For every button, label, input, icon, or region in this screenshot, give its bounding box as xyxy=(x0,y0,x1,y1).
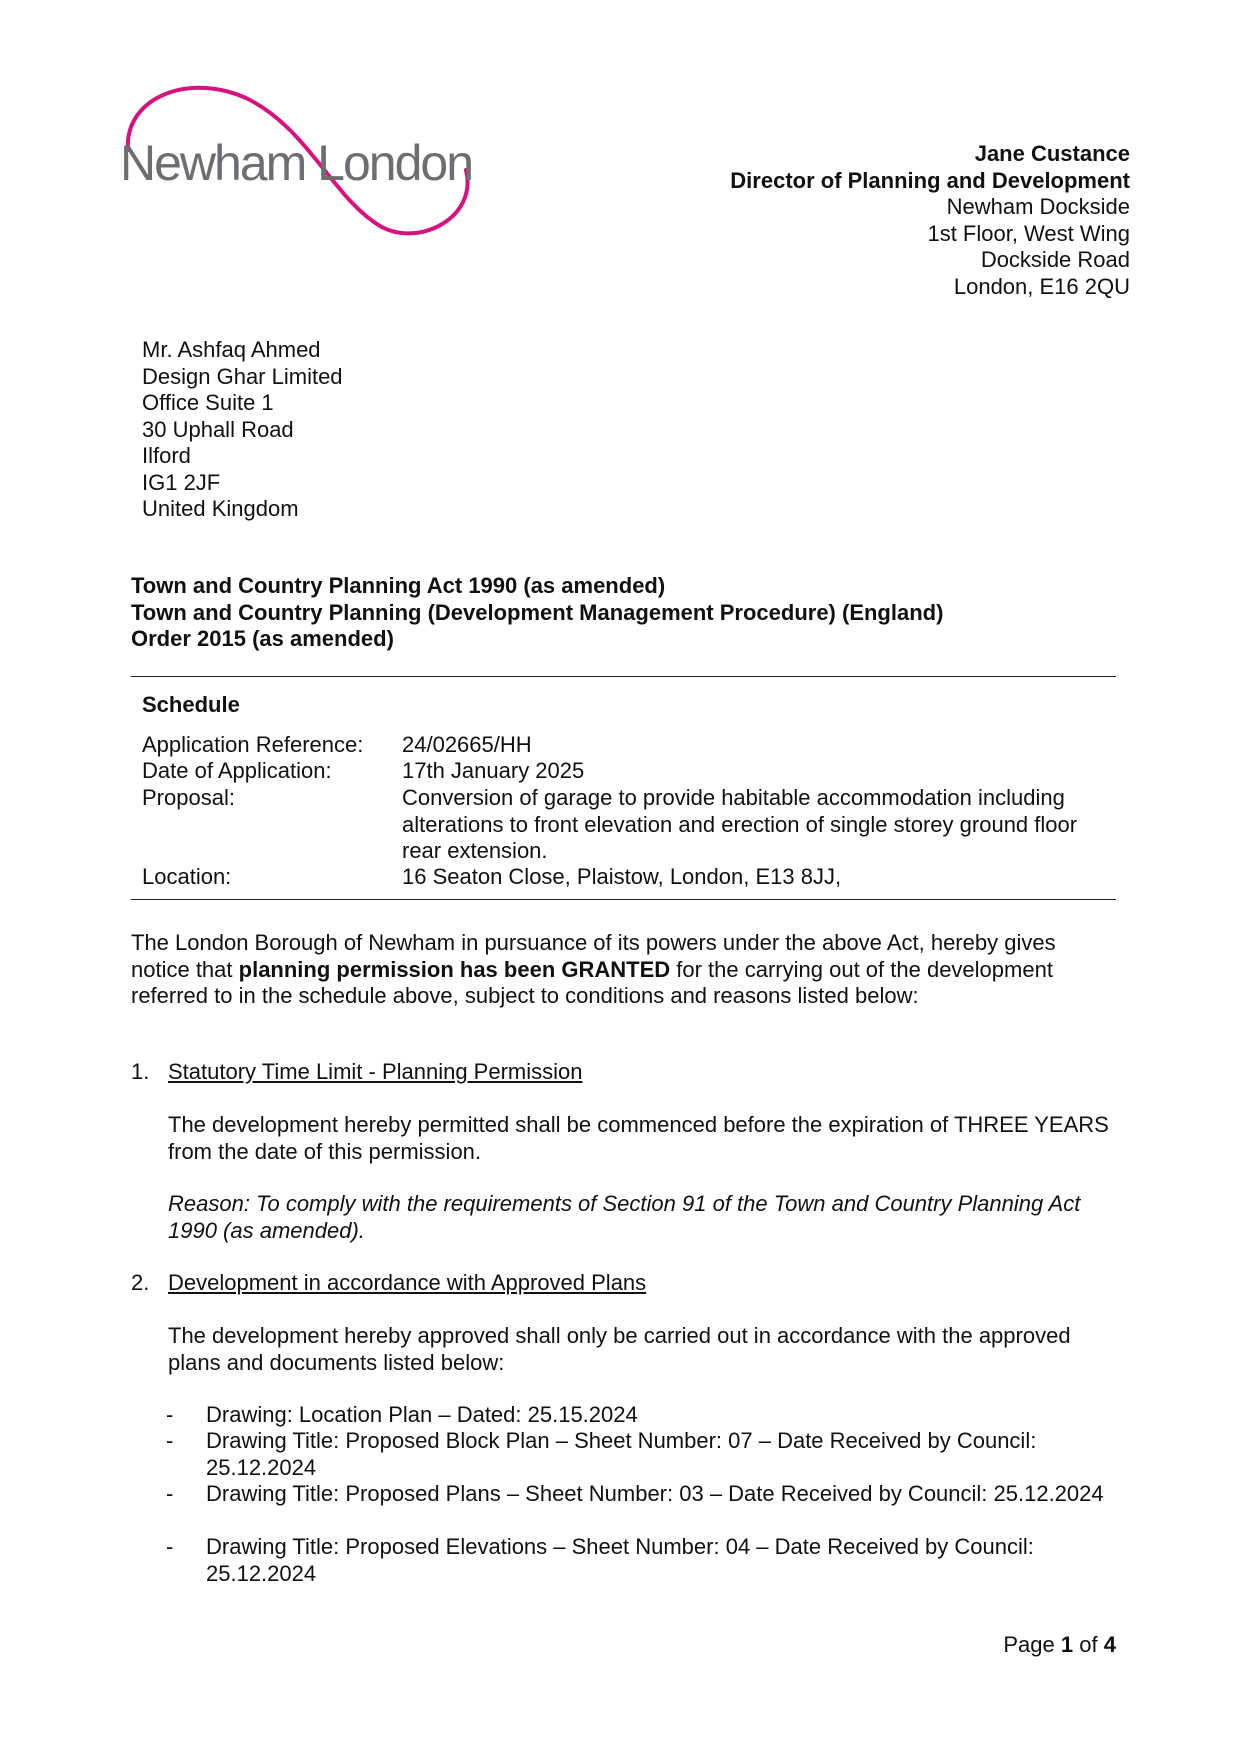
intro-text: The London Borough of Newham in pursuance of its powers under the above Act, hereby gives notice that xyxy=(131,930,1056,982)
act-line: Town and Country Planning Act 1990 (as amended) xyxy=(131,573,666,598)
schedule-bottom-divider xyxy=(131,899,1116,900)
decision-outcome: planning permission has been GRANTED xyxy=(238,956,671,982)
page-current: 1 xyxy=(1060,1632,1074,1657)
recipient-line: Mr. Ashfaq Ahmed xyxy=(142,337,321,362)
condition-title: Development in accordance with Approved Plans xyxy=(168,1270,647,1295)
condition-number: 2. xyxy=(131,1270,150,1295)
sender-address-line: Dockside Road xyxy=(980,247,1130,272)
sender-address-line: Newham Dockside xyxy=(946,194,1130,219)
condition-number: 1. xyxy=(131,1059,150,1084)
page-of-label: of xyxy=(1079,1632,1098,1657)
recipient-line: IG1 2JF xyxy=(142,469,221,495)
drawing-list-item: Drawing: Location Plan – Dated: 25.15.2024 xyxy=(206,1402,638,1427)
sender-block xyxy=(730,141,1130,300)
schedule-label-location: Location: xyxy=(142,864,232,889)
act-line: Town and Country Planning (Development Management Procedure) (England) xyxy=(131,599,944,625)
list-bullet: - xyxy=(166,1481,174,1506)
schedule-top-divider xyxy=(131,676,1116,677)
page-label: Page xyxy=(1003,1632,1055,1657)
list-bullet: - xyxy=(166,1402,174,1427)
schedule-label-reference: Application Reference: xyxy=(142,732,364,757)
condition-text: The development hereby permitted shall be commenced before the expiration of THREE YEARS from the date of this permission. xyxy=(168,1112,1109,1164)
condition-reason: Reason: To comply with the requirements of Section 91 of the Town and Country Planning Act 1990 (as amended). xyxy=(168,1191,1081,1243)
schedule-label-proposal: Proposal: xyxy=(142,785,235,810)
schedule-value-location: 16 Seaton Close, Plaistow, London, E13 8JJ, xyxy=(402,864,842,889)
logo-wordmark: Newham London xyxy=(120,135,473,191)
recipient-line: United Kingdom xyxy=(142,496,299,521)
legislation-heading xyxy=(131,573,943,653)
recipient-line: Design Ghar Limited xyxy=(142,363,343,389)
page-number xyxy=(1003,1632,1116,1659)
condition-title: Statutory Time Limit - Planning Permission xyxy=(168,1059,583,1084)
drawing-list-item: Drawing Title: Proposed Plans – Sheet Number: 03 – Date Received by Council: 25.12.2024 xyxy=(206,1481,1104,1506)
sender-name: Jane Custance xyxy=(974,141,1130,166)
drawing-list-item: Drawing Title: Proposed Block Plan – Sheet Number: 07 – Date Received by Council: 25.12.2024 xyxy=(206,1428,1037,1480)
recipient-line: Office Suite 1 xyxy=(142,390,274,415)
newham-london-logo xyxy=(118,78,478,238)
decision-notice-paragraph xyxy=(131,930,1091,1010)
sender-address-line: 1st Floor, West Wing xyxy=(927,220,1130,246)
intro-text-end: for the carrying out of the development referred to in the schedule above, subject to conditions and reasons listed below: xyxy=(131,956,1053,1008)
schedule-label-date: Date of Application: xyxy=(142,758,332,783)
act-line: Order 2015 (as amended) xyxy=(131,626,394,651)
schedule-value-reference: 24/02665/HH xyxy=(402,732,532,757)
drawing-list-item: Drawing Title: Proposed Elevations – Sheet Number: 04 – Date Received by Council: 25.12.2024 xyxy=(206,1534,1034,1586)
sender-title: Director of Planning and Development xyxy=(730,167,1130,193)
condition-text: The development hereby approved shall only be carried out in accordance with the approved plans and documents listed below: xyxy=(168,1323,1071,1375)
schedule-value-proposal: Conversion of garage to provide habitable accommodation including alterations to front elevation and erection of single storey ground floor rear extension. xyxy=(402,785,1078,863)
schedule-value-date: 17th January 2025 xyxy=(402,758,585,783)
recipient-address xyxy=(142,337,343,523)
page-total: 4 xyxy=(1103,1632,1116,1657)
sender-address-line: London, E16 2QU xyxy=(953,273,1130,299)
list-bullet: - xyxy=(166,1428,174,1453)
recipient-line: 30 Uphall Road xyxy=(142,416,294,442)
list-bullet: - xyxy=(166,1534,174,1559)
schedule-title: Schedule xyxy=(142,692,240,717)
recipient-line: Ilford xyxy=(142,443,191,468)
